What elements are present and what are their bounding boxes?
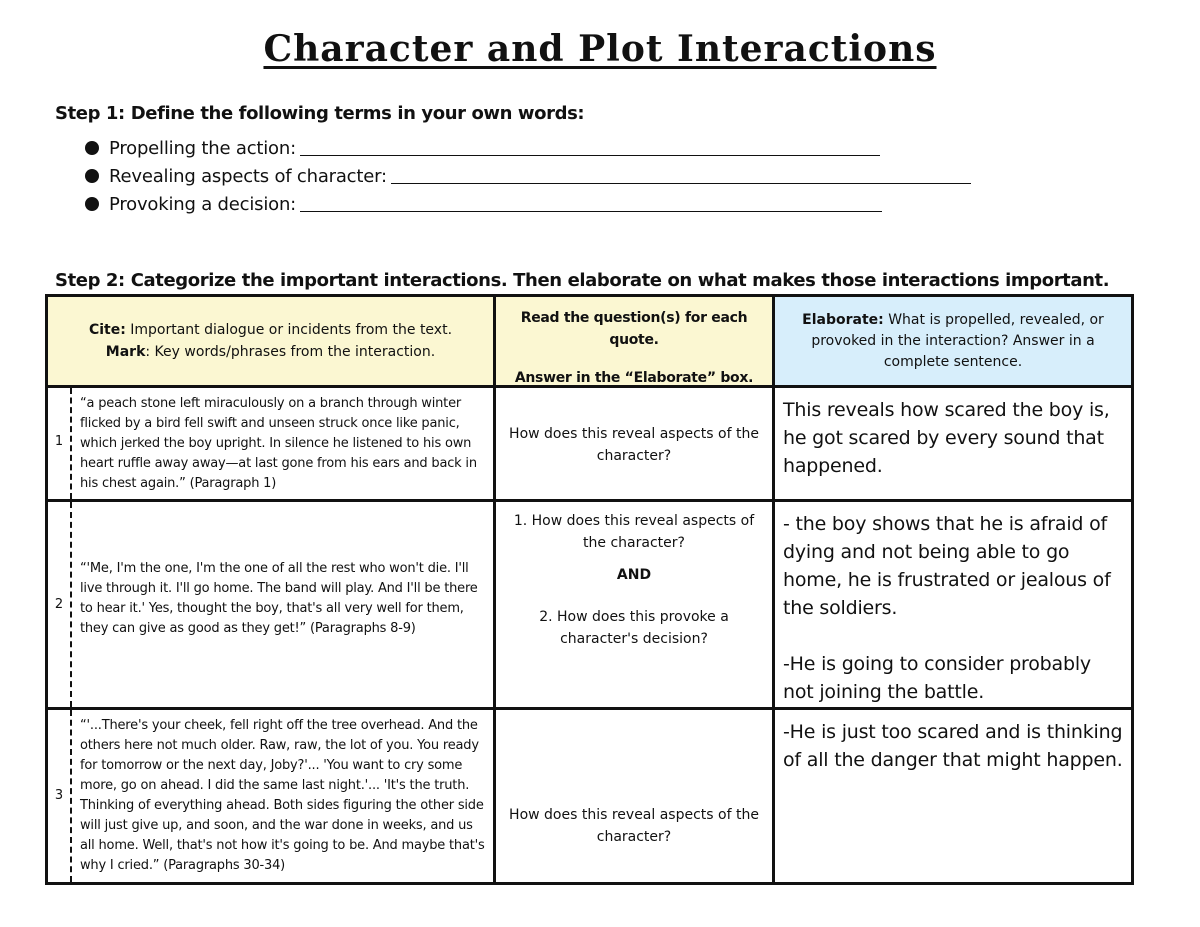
answer-text-2: -He is going to consider probably not joining the battle. [783,653,1091,703]
page-title: Character and Plot Interactions [263,28,937,70]
answer-cell[interactable] [774,387,1133,501]
mark-label: Mark [105,344,146,360]
term-provoking [85,187,971,215]
row-number: 3 [54,788,64,803]
term-answer-line[interactable] [300,137,880,156]
answer-cell[interactable] [774,709,1133,884]
question-header [495,296,774,387]
term-label: Propelling the action: [109,138,296,159]
cite-text: Important dialogue or incidents from the text. [130,322,453,338]
quote-cell [47,501,495,709]
question-text-2: 2. How does this provoke a character's decision? [539,609,729,647]
elaborate-header [774,296,1133,387]
term-label: Revealing aspects of character: [109,166,387,187]
answer-in-text: Answer in the “Elaborate” box. [514,370,754,386]
quote-text: “'...There's your cheek, fell right off the tree overhead. And the others here not much older. Raw, raw, the lot of you. You ready for tomorrow or the next day, Joby?'... 'You want to cry some more, go on ahead. I did the same last night.'... 'It's the truth. Thinking of everything ahead. Both sides figuring the other side will just give up, and soon, and the war done in weeks, and us all home. Well, that's not how it's going to be. And maybe that's why I cried.” (Paragraphs 30-34) [80,718,485,873]
mark-text: : Key words/phrases from the interaction. [145,344,436,360]
elaborate-label: Elaborate: [802,311,884,328]
answer-text: This reveals how scared the boy is, he got scared by every sound that happened. [783,399,1110,477]
bullet-icon [85,141,99,155]
cite-header [47,296,495,387]
dashed-divider [70,502,72,707]
terms-list [85,131,971,215]
and-text: AND [616,567,652,583]
step1-heading: Step 1: Define the following terms in your own words: [55,103,585,124]
term-label: Provoking a decision: [109,194,297,215]
dashed-divider [70,710,72,882]
question-text-1: 1. How does this reveal aspects of the character? [513,513,755,551]
row-number: 1 [54,434,64,449]
table-row [47,387,1133,501]
question-cell [495,387,774,501]
dashed-divider [70,388,72,499]
table-row [47,501,1133,709]
question-cell [495,501,774,709]
answer-text: -He is just too scared and is thinking of all the danger that might happen. [783,721,1123,771]
term-propelling [85,131,971,159]
question-text: How does this reveal aspects of the character? [509,426,759,464]
answer-cell[interactable] [774,501,1133,709]
table-row [47,709,1133,884]
answer-text-1: - the boy shows that he is afraid of dying and not being able to go home, he is frustrated or jealous of the soldiers. [783,513,1111,619]
read-question-text: Read the question(s) for each quote. [520,310,748,348]
term-answer-line[interactable] [300,193,882,212]
quote-text: “a peach stone left miraculously on a branch through winter flicked by a bird fell swift and unseen struck once like panic, which jerked the boy upright. In silence he listened to his own heart ruffle away away—at last gone from his ears and back in his chest again.” (Paragraph 1) [80,396,477,491]
bullet-icon [85,197,99,211]
interactions-table [45,294,1134,885]
bullet-icon [85,169,99,183]
quote-cell [47,709,495,884]
term-answer-line[interactable] [391,165,971,184]
table-header-row [47,296,1133,387]
question-text: How does this reveal aspects of the character? [509,807,759,845]
question-cell [495,709,774,884]
quote-text: “'Me, I'm the one, I'm the one of all the rest who won't die. I'll live through it. I'll go home. The band will play. And I'll be there to hear it.' Yes, thought the boy, that's all very well for them, they can give as good as they get!” (Paragraphs 8-9) [80,561,478,636]
term-revealing [85,159,971,187]
step2-heading: Step 2: Categorize the important interactions. Then elaborate on what makes those interactions important. [55,270,1110,291]
quote-cell [47,387,495,501]
elaborate-text: What is propelled, revealed, or provoked in the interaction? Answer in a complete sentence. [811,311,1104,370]
cite-label: Cite: [88,322,126,338]
row-number: 2 [54,597,64,612]
